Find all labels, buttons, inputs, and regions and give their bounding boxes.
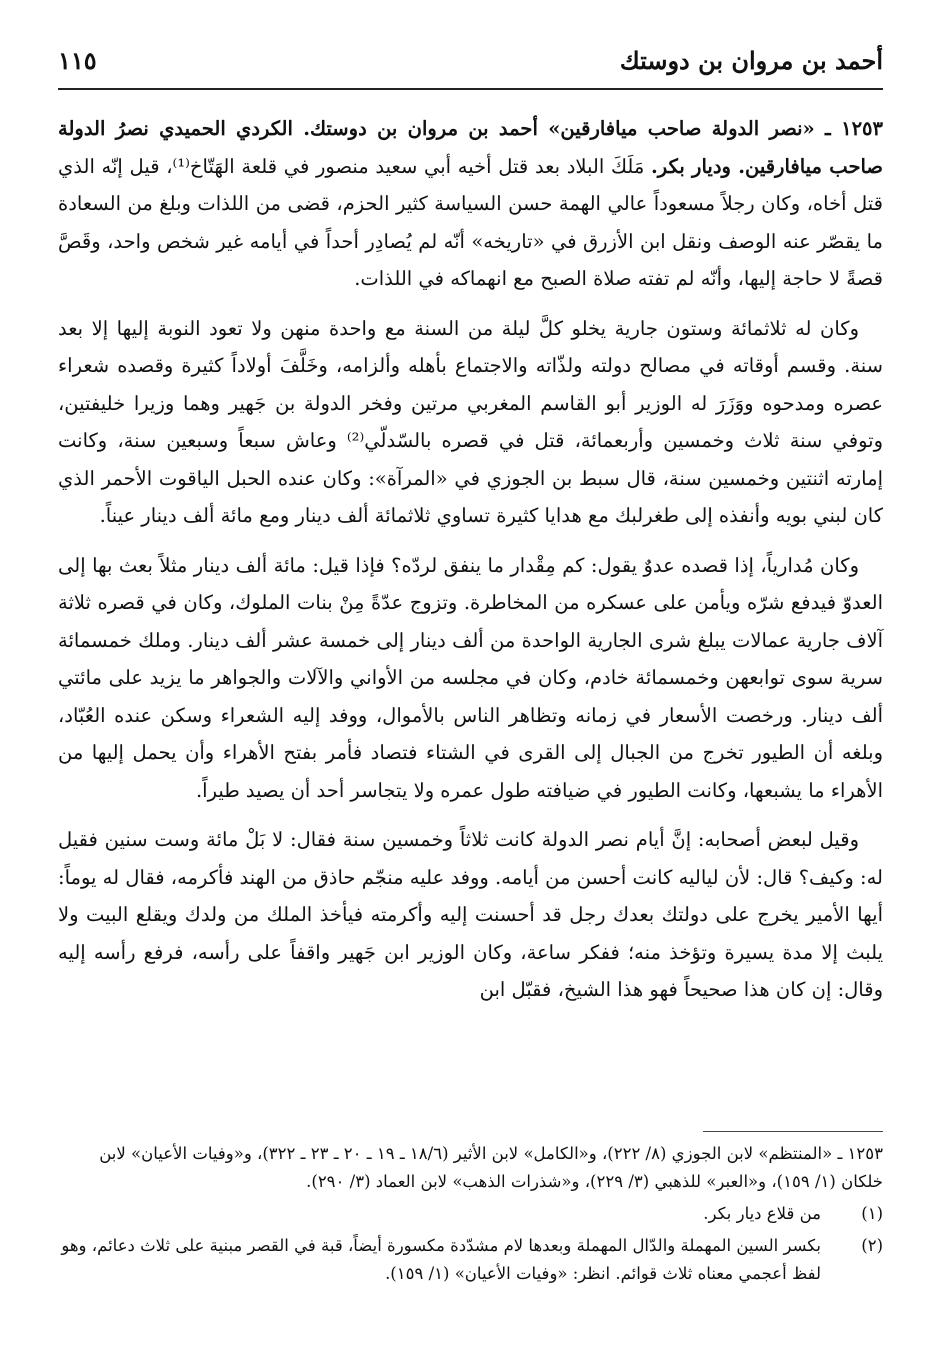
entry-paragraph-2: وكان له ثلاثمائة وستون جارية يخلو كلَّ ليلة من السنة مع واحدة منهن ولا تعود النوبة إليها إلا بعد سنة. وقسم أوقاته في مصالح دولته ولذّاته والاجتماع بأهله وألزامه، وخَلَّفَ أولاداً كثيرة وقصده شعراء عصره ومدحوه ووَزَرَ له الوزير أبو القاسم المغربي مرتين وفخر الدولة بن جَهير وهما وزيرا خليفتين، وتوفي سنة ثلاث وخمسين وأربعمائة، قتل في قصره بالسّدلّي⁽²⁾ وعاش سبعاً وسبعين سنة، وكانت إمارته اثنتين وخمسين سنة، قال سبط بن الجوزي في «المرآة»: وكان عنده الحبل الياقوت الأحمر الذي كان لبني بويه وأنفذه إلى طغرلبك مع هدايا كثيرة تساوي ثلاثمائة ألف دينار ومع مائة ألف دينار عيناً. xyxy=(58,316,883,527)
entry-paragraph-4: وقيل لبعض أصحابه: إنَّ أيام نصر الدولة كانت ثلاثاً وخمسين سنة فقال: لا بَلْ مائة وست سنين فقيل له: وكيف؟ قال: لأن لياليه كانت أحسن من أيامه. ووفد عليه منجّم حاذق من الهند فأكرمه، فقال له يوماً: أيها الأمير يخرج على دولتك بعدك رجل قد أحسنت إليه وأكرمته فيأخذ الملك من ولدك ويقلع البيت ولا يلبث إلا مدة يسيرة وتؤخذ منه؛ ففكر ساعة، وكان الوزير ابن جَهير واقفاً على رأسه، فرفع رأسه إليه وقال: إن كان هذا صحيحاً فهو هذا الشيخ، فقبّل ابن xyxy=(58,828,883,1001)
footnote-divider xyxy=(703,1131,883,1132)
footnote-sources: ١٢٥٣ ـ «المنتظم» لابن الجوزي (٨/ ٢٢٢)، و«الكامل» لابن الأثير (١٨/٦ ـ ١٩ ـ ٢٠ ـ ٢٣ ـ ٣٢٢)، و«وفيات الأعيان» لابن خلكان (١/ ١٥٩)، و«العبر» للذهبي (٣/ ٢٢٩)، و«شذرات الذهب» لابن العماد (٣/ ٢٩٠). xyxy=(99,1144,883,1191)
entry-paragraph-3: وكان مُدارياً، إذا قصده عدوٌ يقول: كم مِقْدار ما ينفق لردّه؟ فإذا قيل: مائة ألف دينار مثلاً بعث بها إلى العدوّ فيدفع شرّه ويأمن على عسكره من المخاطرة. وتزوج عدّةً مِنْ بنات الملوك، وكان في قصره ثلاثة آلاف جارية عمالات يبلغ شرى الجارية الواحدة من ألف دينار إلى خمسة عشر ألف دينار. وملك خمسمائة سرية سوى توابعهن وخمسمائة خادم، وكان في مجلسه من الأواني والآلات والجواهر ما يزيد على مائتي ألف دينار. ورخصت الأسعار في زمانه وتظاهر الناس بالأموال، ووفد إليه الشعراء وسكن عنده العُبّاد، وبلغه أن الطيور تخرج من الجبال إلى القرى في الشتاء فتصاد فأمر بفتح الأهراء وأن يحمل إليها من الأهراء ما يشبعها، وكانت الطيور في ضيافته طول عمره ولا يتجاسر أحد أن يصيد طيراً. xyxy=(58,553,883,802)
page-header xyxy=(58,38,883,90)
entry-paragraph-1 xyxy=(58,110,883,298)
footnote-number: (١) xyxy=(861,1204,883,1223)
footnote-number: (٢) xyxy=(861,1236,883,1255)
running-title: أحمد بن مروان بن دوستك xyxy=(619,46,883,75)
page-number: ١١٥ xyxy=(58,46,97,75)
footnote-item xyxy=(58,1200,883,1228)
paragraph-1-text: مَلَكَ البلاد بعد قتل أخيه أبي سعيد منصور في قلعة الهَتّاخ⁽¹⁾، قيل إنّه الذي قتل أخاه، وكان رجلاً مسعوداً عالي الهمة حسن السياسة كثير الحزم، قضى من اللذات وبلغ من السعادة ما يقصّر عنه الوصف ونقل ابن الأزرق في «تاريخه» أنّه لم يُصادِر أحداً في أيامه غير شخص واحد، وقَصَّ قصةً لا حاجة إليها، وأنّه لم تفته صلاة الصبح مع انهماكه في اللذات. xyxy=(58,154,883,290)
footnote-item xyxy=(58,1232,883,1288)
footnote-text: بكسر السين المهملة والدّال المهملة وبعدها لام مشدّدة مكسورة أيضاً، قبة في القصر مبنية على ثلاث دعائم، وهو لفظ أعجمي معناه ثلاث قوائم. انظر: «وفيات الأعيان» (١/ ١٥٩). xyxy=(61,1236,821,1283)
footnotes xyxy=(58,1140,883,1292)
footnote-text: من قلاع ديار بكر. xyxy=(703,1204,821,1223)
entry-heading: ١٢٥٣ ـ «نصر الدولة صاحب ميافارقين» أحمد بن مروان بن دوستك. الكردي الحميدي نصرُ الدولة صاحب ميافارقين. وديار بكر. xyxy=(58,117,883,178)
main-text xyxy=(58,110,883,1021)
